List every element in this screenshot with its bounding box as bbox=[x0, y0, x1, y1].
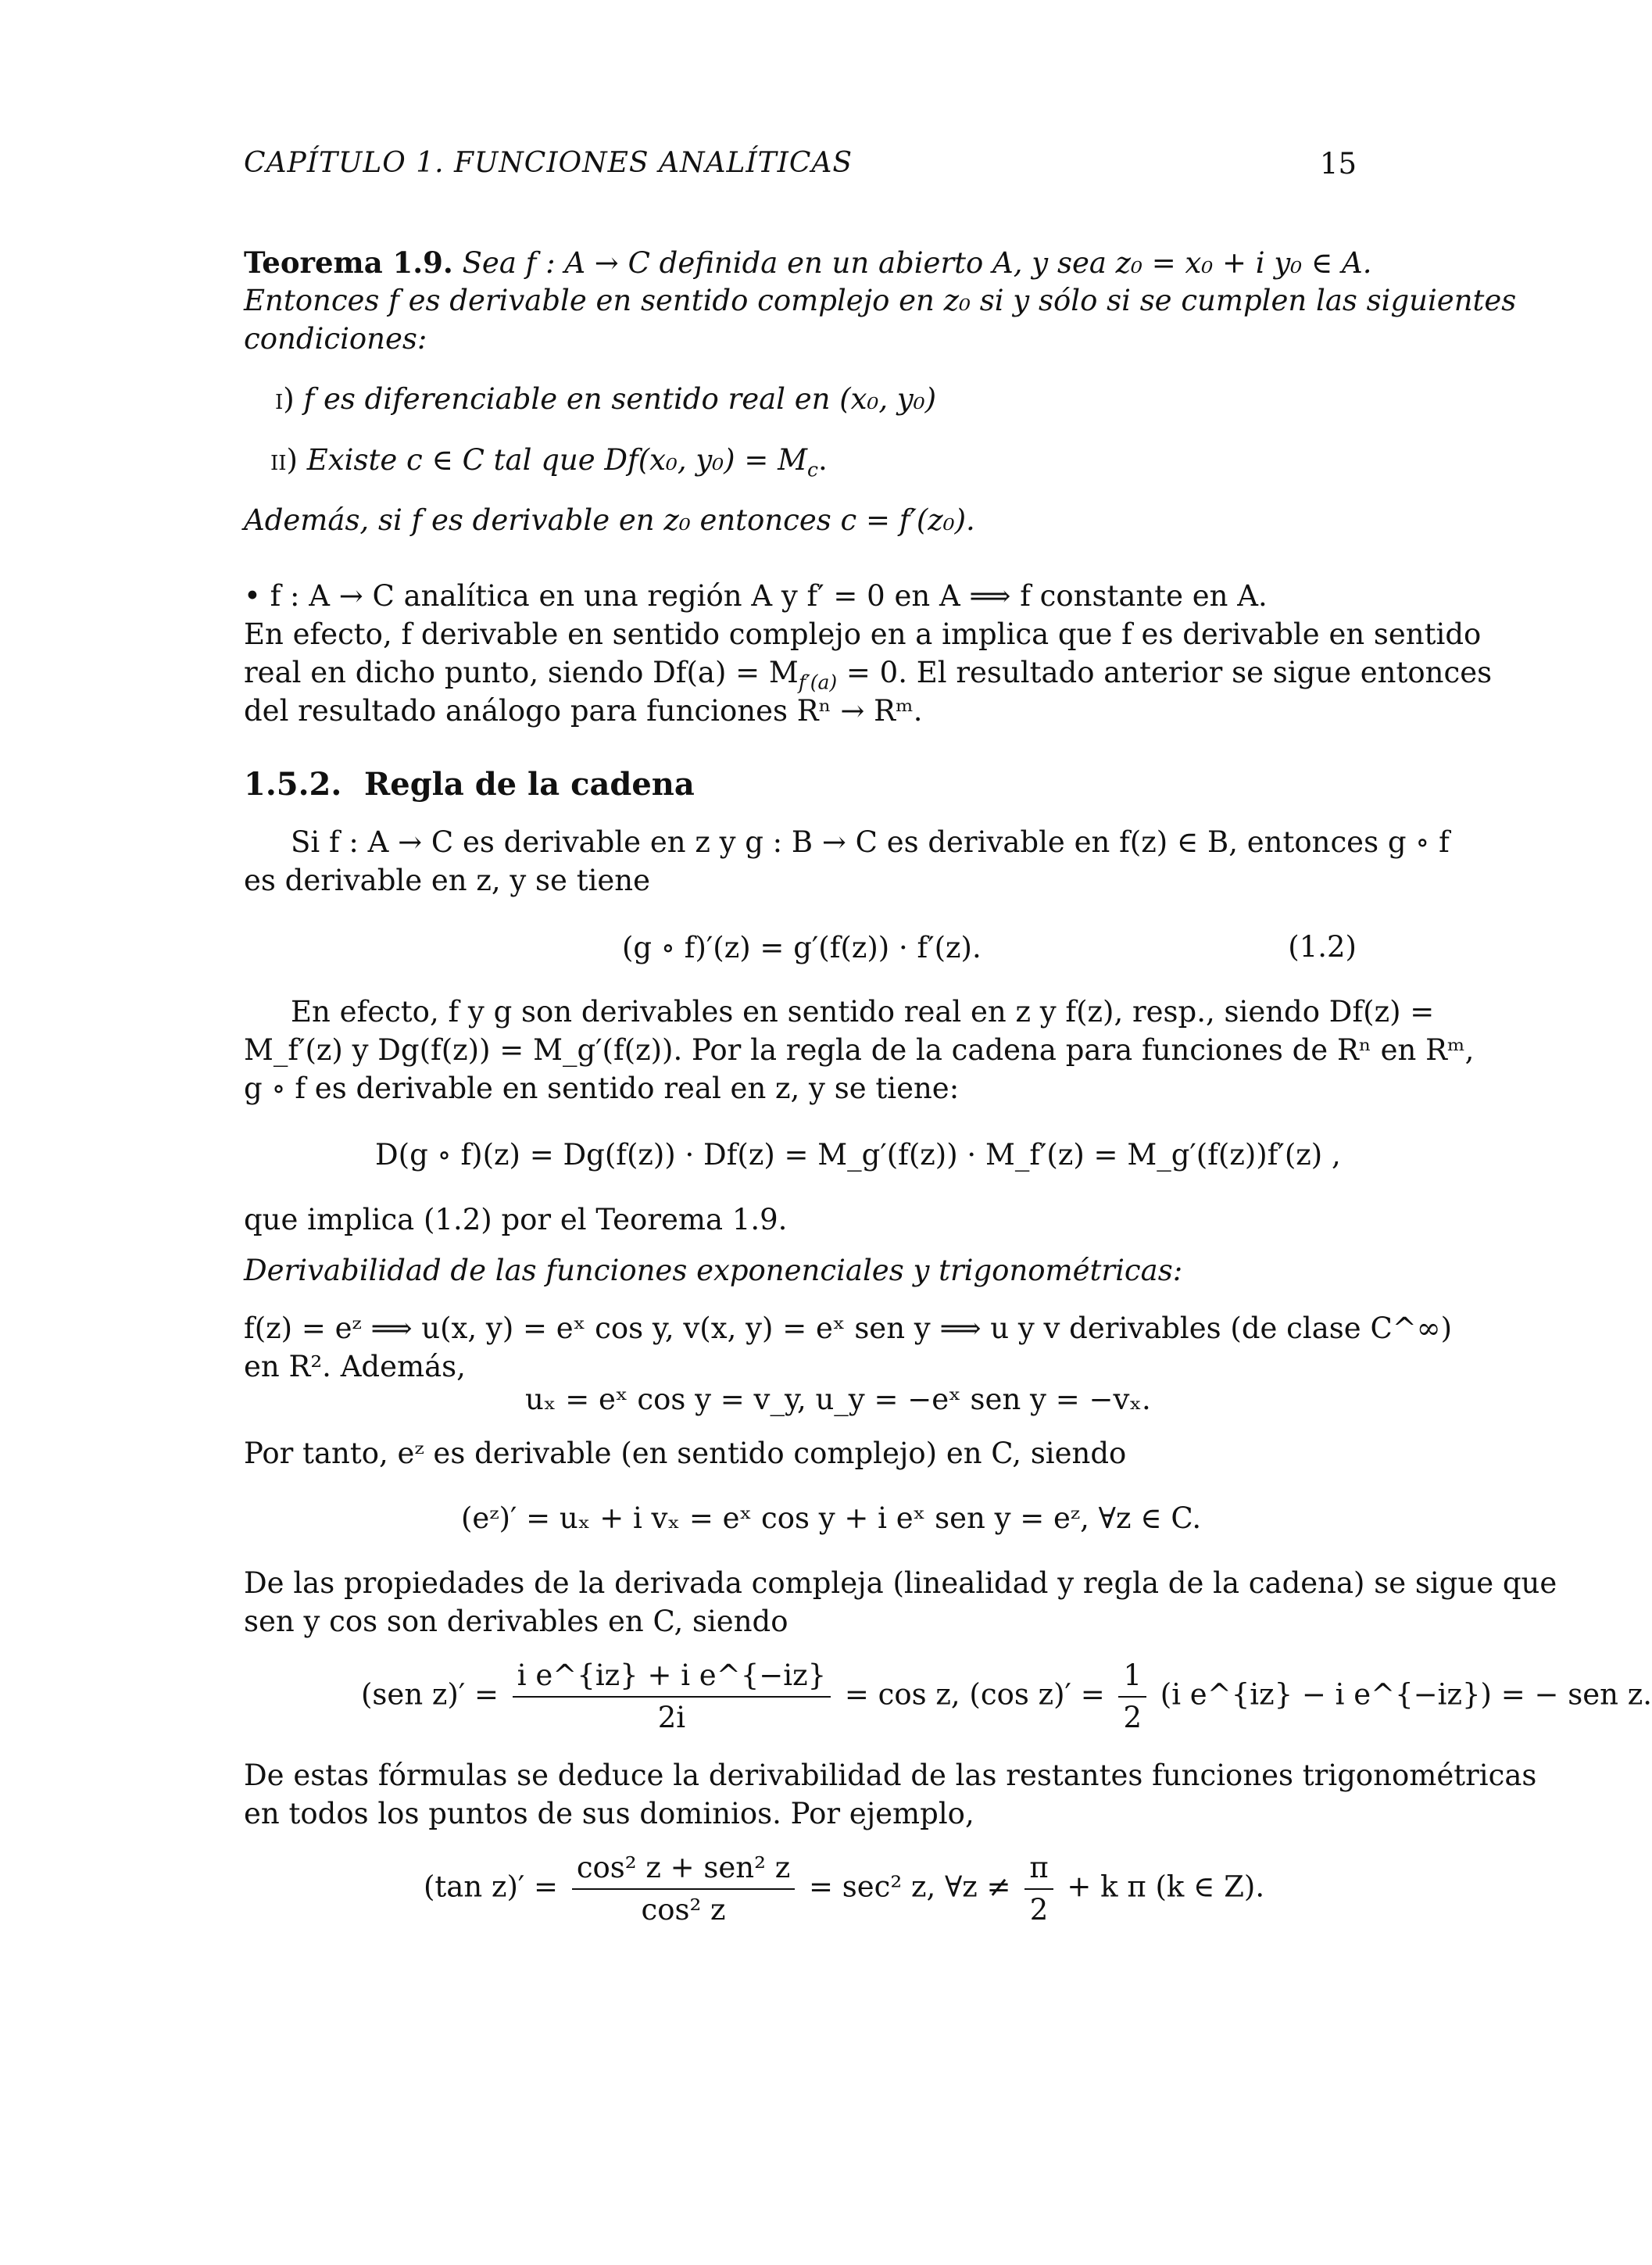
eq5-rhs: (i e^{iz} − i e^{−iz}) = − sen z. bbox=[1160, 1677, 1652, 1712]
deriv-line-1: f(z) = eᶻ ⟹ u(x, y) = eˣ cos y, v(x, y) = eˣ sen y ⟹ u y v derivables (de clase C^∞) bbox=[244, 1311, 1453, 1345]
eq5-half-denominator: 2 bbox=[1123, 1701, 1142, 1734]
equation-tan-derivative bbox=[424, 1851, 1264, 1927]
equation-sin-cos-derivative bbox=[361, 1658, 1652, 1735]
bullet-line-3-a: real en dicho punto, siendo Df(a) = M bbox=[244, 656, 799, 689]
item-1-text: f es diferenciable en sentido real en (x₀, y₀) bbox=[303, 382, 937, 416]
bullet-marker: • bbox=[244, 579, 261, 613]
theorem-after: Además, si f es derivable en z₀ entonces c = f′(z₀). bbox=[244, 503, 975, 537]
deriv-line-7: en todos los puntos de sus dominios. Por ejemplo, bbox=[244, 1797, 974, 1830]
theorem-item-2 bbox=[270, 442, 828, 481]
eq5-denominator: 2i bbox=[657, 1701, 686, 1734]
bullet-line-3-b: = 0. El resultado anterior se sigue entonces bbox=[837, 656, 1493, 689]
theorem-label: Teorema 1.9. bbox=[244, 245, 453, 280]
chain-p3: que implica (1.2) por el Teorema 1.9. bbox=[244, 1203, 788, 1236]
equation-exp-derivative: (eᶻ)′ = uₓ + i vₓ = eˣ cos y + i eˣ sen y = eᶻ, ∀z ∈ C. bbox=[461, 1501, 1202, 1535]
running-header bbox=[244, 147, 853, 179]
deriv-line-4: De las propiedades de la derivada compleja (linealidad y regla de la cadena) se sigue que bbox=[244, 1566, 1557, 1600]
eq5-fraction bbox=[513, 1658, 831, 1735]
eq6-pi-denominator: 2 bbox=[1029, 1893, 1049, 1927]
eq6-rhs: + k π (k ∈ Z). bbox=[1067, 1870, 1265, 1904]
eq6-lhs: (tan z)′ = bbox=[424, 1870, 559, 1904]
bullet-line-4: del resultado análogo para funciones Rⁿ → Rᵐ. bbox=[244, 694, 923, 728]
bullet-line-3 bbox=[244, 655, 1493, 694]
eq5-numerator: i e^{iz} + i e^{−iz} bbox=[513, 1658, 831, 1698]
deriv-line-2: en R². Además, bbox=[244, 1350, 466, 1383]
item-2-label: ii) bbox=[270, 443, 298, 477]
running-title: CAPÍTULO 1. FUNCIONES ANALÍTICAS bbox=[244, 147, 853, 179]
theorem-line-1 bbox=[244, 245, 1371, 281]
equation-1-2: (g ∘ f)′(z) = g′(f(z)) · f′(z). bbox=[622, 931, 982, 964]
item-2-text: Existe c ∈ C tal que Df(x₀, y₀) = M bbox=[306, 443, 807, 477]
chain-p2-line-3: g ∘ f es derivable en sentido real en z, y se tiene: bbox=[244, 1072, 960, 1105]
bullet-line-1 bbox=[244, 578, 1268, 614]
page-number: 15 bbox=[1319, 147, 1357, 181]
theorem-line-2: Entonces f es derivable en sentido complejo en z₀ si y sólo si se cumplen las siguientes bbox=[244, 284, 1517, 317]
section-title: Regla de la cadena bbox=[364, 766, 695, 803]
eq5-mid: = cos z, (cos z)′ = bbox=[844, 1677, 1105, 1712]
chain-p1-line-2: es derivable en z, y se tiene bbox=[244, 864, 651, 897]
eq6-denominator: cos² z bbox=[641, 1893, 726, 1927]
equation-cauchy-riemann-exp: uₓ = eˣ cos y = v_y, u_y = −eˣ sen y = −vₓ. bbox=[525, 1383, 1151, 1416]
theorem-item-1 bbox=[275, 381, 936, 417]
eq5-half-numerator: 1 bbox=[1118, 1658, 1146, 1698]
eq5-lhs: (sen z)′ = bbox=[361, 1677, 499, 1712]
theorem-line-3: condiciones: bbox=[244, 322, 427, 356]
chain-p1-line-1: Si f : A → C es derivable en z y g : B → C es derivable en f(z) ∈ B, entonces g ∘ f bbox=[291, 825, 1450, 859]
bullet-statement: f : A → C analítica en una región A y f′ = 0 en A ⟹ f constante en A. bbox=[270, 579, 1268, 613]
eq6-numerator: cos² z + sen² z bbox=[572, 1851, 795, 1890]
eq6-pi-fraction bbox=[1024, 1851, 1053, 1927]
deriv-line-5: sen y cos son derivables en C, siendo bbox=[244, 1605, 788, 1638]
equation-chain-derivative: D(g ∘ f)(z) = Dg(f(z)) · Df(z) = M_g′(f(z)) · M_f′(z) = M_g′(f(z))f′(z) , bbox=[375, 1138, 1341, 1172]
section-number: 1.5.2. bbox=[244, 766, 342, 803]
equation-tag-1-2: (1.2) bbox=[1288, 930, 1357, 964]
chain-p2-line-2: M_f′(z) y Dg(f(z)) = M_g′(f(z)). Por la regla de la cadena para funciones de Rⁿ en Rᵐ, bbox=[244, 1033, 1475, 1067]
deriv-line-3: Por tanto, eᶻ es derivable (en sentido complejo) en C, siendo bbox=[244, 1437, 1127, 1470]
eq6-fraction bbox=[572, 1851, 795, 1927]
eq5-half-fraction bbox=[1118, 1658, 1146, 1735]
chain-p2-line-1: En efecto, f y g son derivables en sentido real en z y f(z), resp., siendo Df(z) = bbox=[291, 995, 1435, 1029]
eq6-mid: = sec² z, ∀z ≠ bbox=[808, 1870, 1011, 1904]
eq6-pi-numerator: π bbox=[1024, 1851, 1053, 1890]
item-1-label: i) bbox=[275, 382, 295, 416]
bullet-line-3-sub: f′(a) bbox=[798, 671, 838, 694]
bullet-line-2: En efecto, f derivable en sentido complejo en a implica que f es derivable en sentido bbox=[244, 617, 1482, 651]
item-2-end: . bbox=[818, 443, 828, 477]
deriv-heading: Derivabilidad de las funciones exponenciales y trigonométricas: bbox=[244, 1254, 1183, 1287]
theorem-statement-1: Sea f : A → C definida en un abierto A, y sea z₀ = x₀ + i y₀ ∈ A. bbox=[462, 246, 1372, 280]
deriv-line-6: De estas fórmulas se deduce la derivabilidad de las restantes funciones trigonométricas bbox=[244, 1759, 1537, 1792]
item-2-sub: c bbox=[806, 458, 818, 481]
